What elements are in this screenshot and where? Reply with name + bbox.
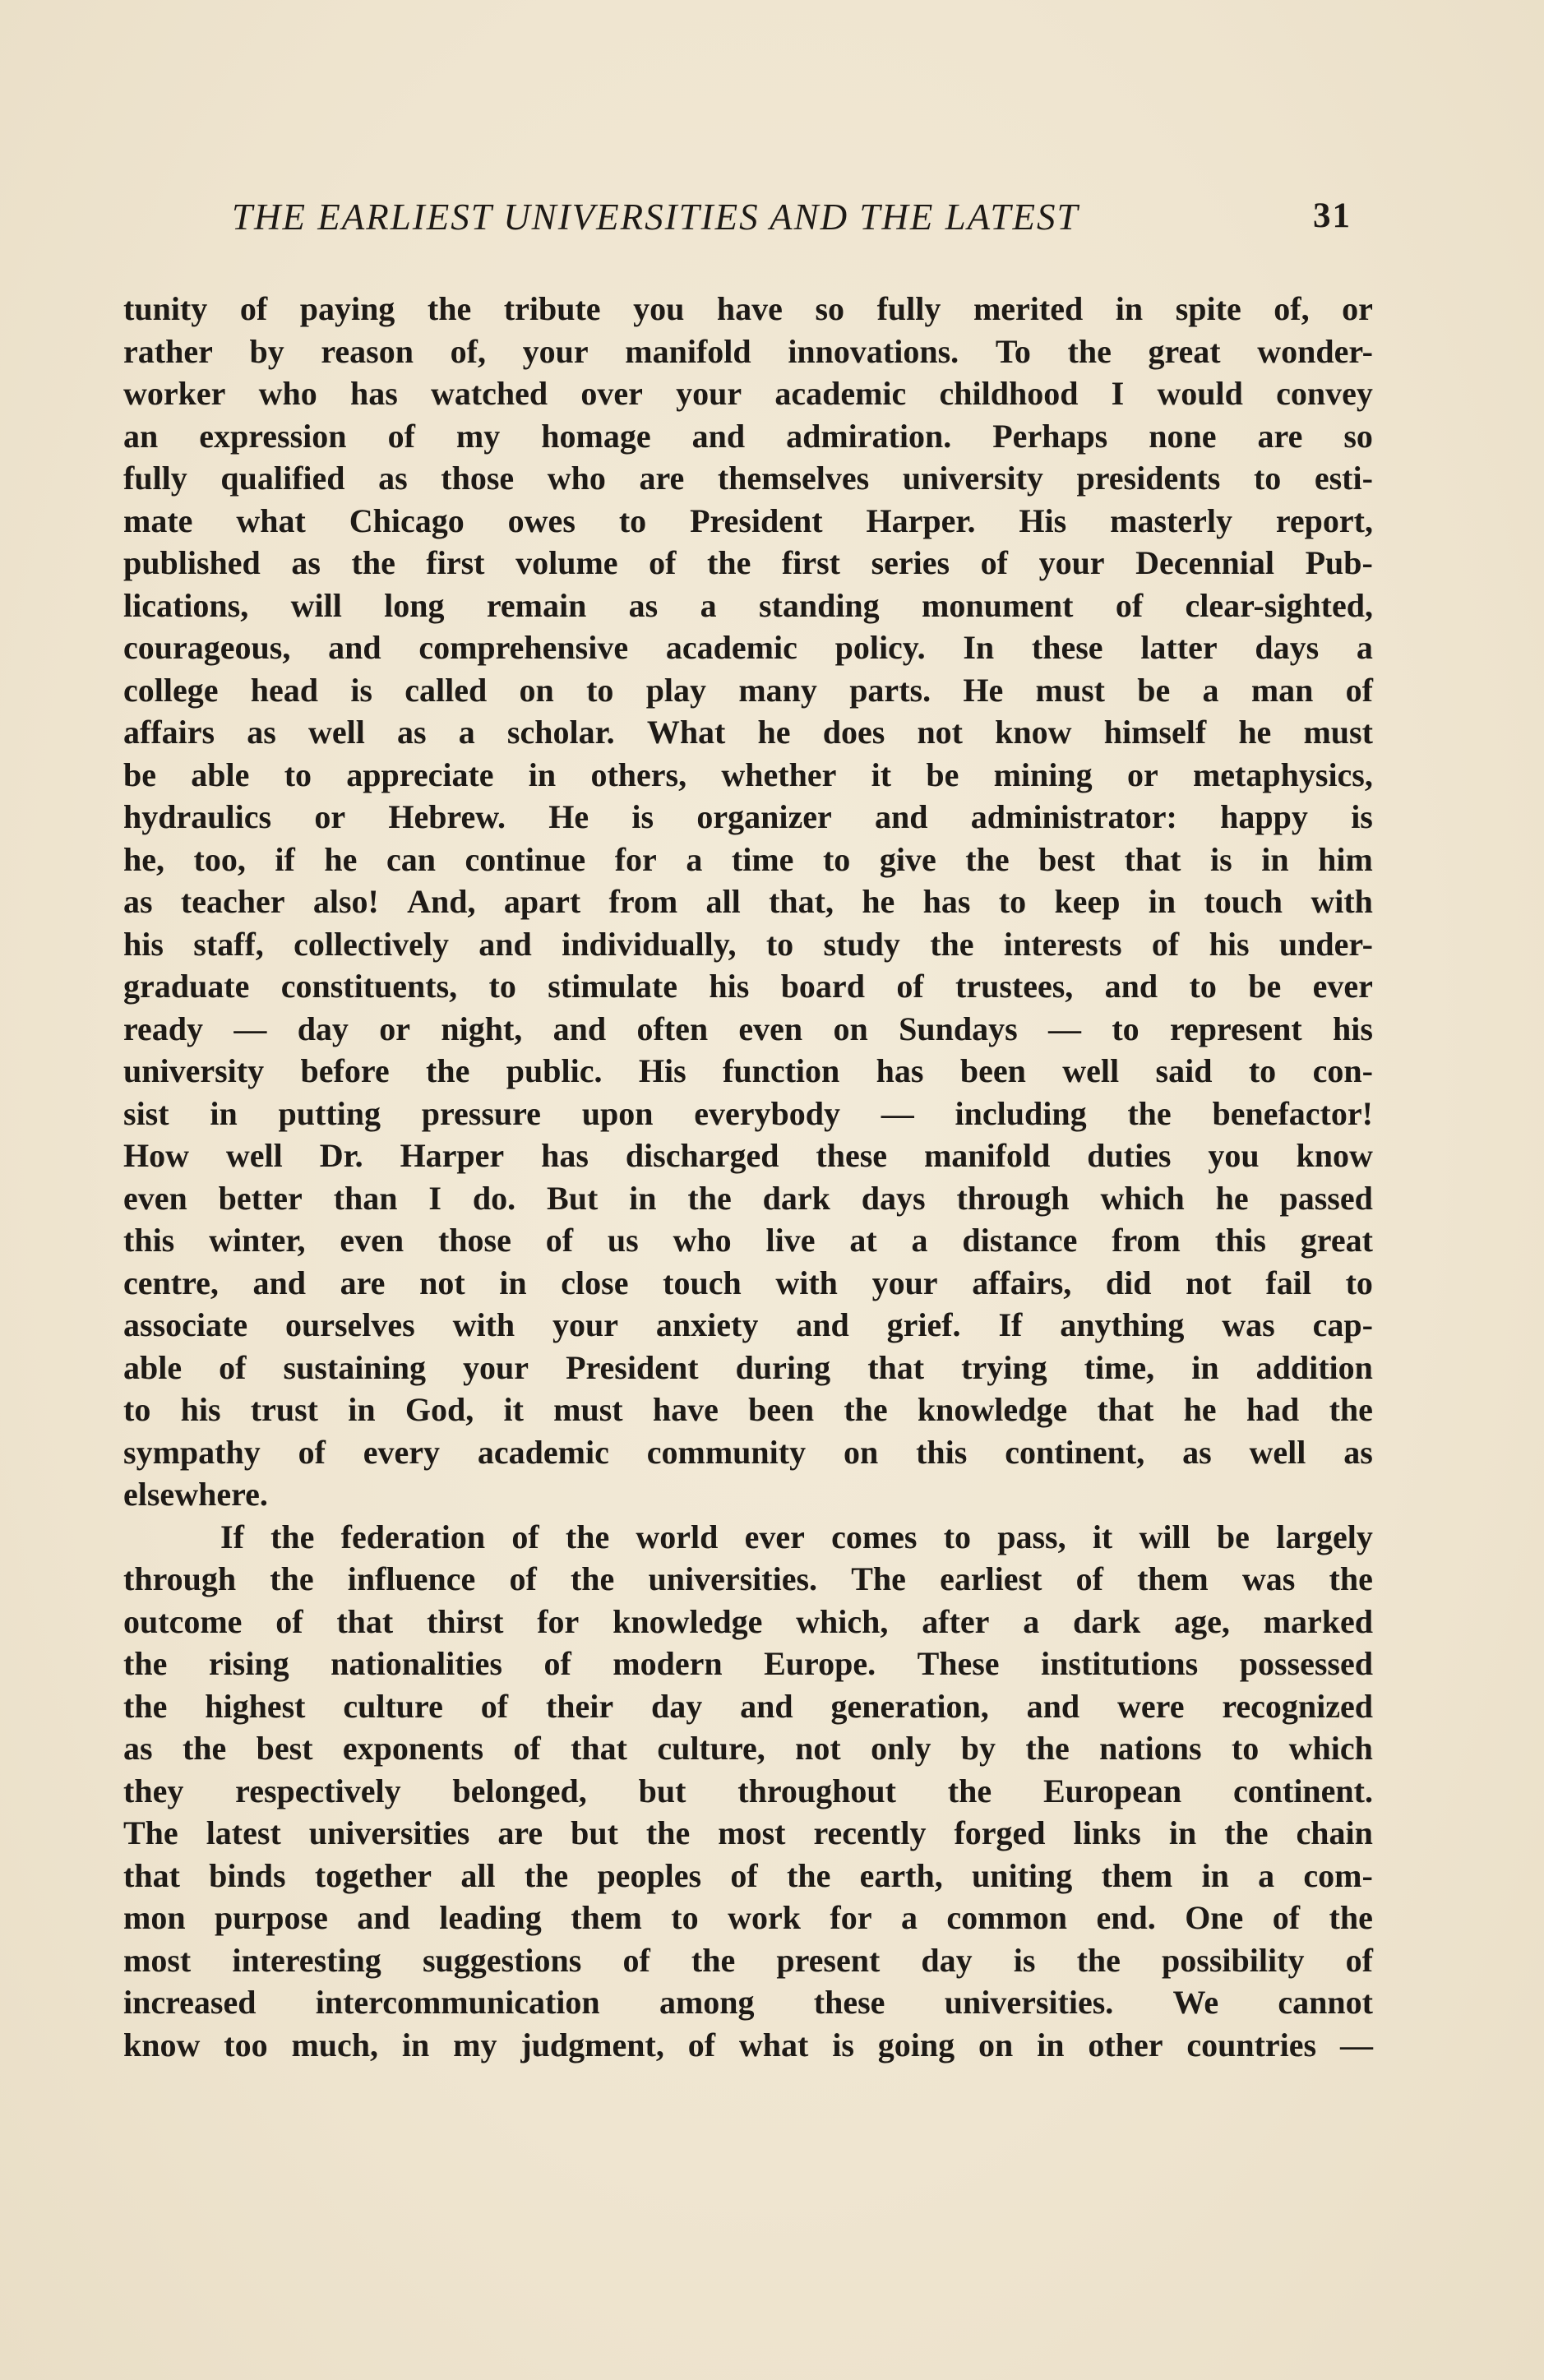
text-line: affairs as well as a scholar. What he does not know himself he must (123, 714, 1373, 751)
text-line: he, too, if he can continue for a time to give the best that is in him (123, 840, 1373, 878)
text-line: sympathy of every academic community on this continent, as well as (123, 1433, 1373, 1471)
text-line: worker who has watched over your academic childhood I would convey (123, 375, 1373, 412)
text-line: know too much, in my judgment, of what is going on in other countries — (123, 2026, 1373, 2063)
text-line: rather by reason of, your manifold innovations. To the great wonder- (123, 332, 1373, 370)
text-line: this winter, even those of us who live at a distance from this great (123, 1222, 1373, 1259)
text-line: courageous, and comprehensive academic policy. In these latter days a (123, 629, 1373, 666)
text-line: hydraulics or Hebrew. He is organizer and administrator: happy is (123, 798, 1373, 835)
text-line: lications, will long remain as a standing monument of clear-sighted, (123, 586, 1373, 624)
text-line: How well Dr. Harper has discharged these manifold duties you know (123, 1137, 1373, 1174)
text-line: university before the public. His function has been well said to con- (123, 1052, 1373, 1089)
text-line: graduate constituents, to stimulate his board of trustees, and to be ever (123, 968, 1373, 1005)
text-line: that binds together all the peoples of the earth, uniting them in a com- (123, 1856, 1373, 1894)
text-line: most interesting suggestions of the present day is the possibility of (123, 1941, 1373, 1979)
text-line: even better than I do. But in the dark days through which he passed (123, 1179, 1373, 1217)
body-text (123, 288, 1373, 2066)
text-line: college head is called on to play many parts. He must be a man of (123, 671, 1373, 709)
text-line: be able to appreciate in others, whether it be mining or metaphysics, (123, 756, 1373, 793)
running-head (232, 196, 1352, 253)
text-line: increased intercommunication among these universities. We cannot (123, 1984, 1373, 2021)
page-number: 31 (1313, 196, 1352, 235)
text-line: they respectively belonged, but throughout the European continent. (123, 1772, 1373, 1809)
text-line: fully qualified as those who are themselves university presidents to esti- (123, 460, 1373, 497)
text-line: as the best exponents of that culture, not only by the nations to which (123, 1730, 1373, 1767)
text-line: sist in putting pressure upon everybody — including the benefactor! (123, 1094, 1373, 1132)
text-line: tunity of paying the tribute you have so fully merited in spite of, or (123, 290, 1373, 327)
text-line: associate ourselves with your anxiety and grief. If anything was cap- (123, 1306, 1373, 1343)
text-line: the rising nationalities of modern Europe. These institutions possessed (123, 1645, 1373, 1682)
running-title: THE EARLIEST UNIVERSITIES AND THE LATEST (232, 196, 1079, 238)
text-line: elsewhere. (123, 1476, 268, 1513)
text-line: an expression of my homage and admiration. Perhaps none are so (123, 417, 1373, 455)
text-line: The latest universities are but the most recently forged links in the chain (123, 1814, 1373, 1851)
text-line: to his trust in God, it must have been the knowledge that he had the (123, 1391, 1373, 1428)
text-line: ready — day or night, and often even on Sundays — to represent his (123, 1010, 1373, 1047)
text-line: as teacher also! And, apart from all that, he has to keep in touch with (123, 883, 1373, 920)
text-line: mate what Chicago owes to President Harper. His masterly report, (123, 501, 1373, 539)
text-line: through the influence of the universities. The earliest of them was the (123, 1560, 1373, 1597)
text-line: the highest culture of their day and generation, and were recognized (123, 1687, 1373, 1725)
text-line: outcome of that thirst for knowledge which, after a dark age, marked (123, 1602, 1373, 1640)
text-line: his staff, collectively and individually, to study the interests of his under- (123, 925, 1373, 963)
text-line: centre, and are not in close touch with your affairs, did not fail to (123, 1264, 1373, 1301)
text-line: published as the first volume of the first series of your Decennial Pub- (123, 544, 1373, 581)
text-line: If the federation of the world ever comes to pass, it will be largely (220, 1518, 1373, 1555)
text-line: able of sustaining your President during that trying time, in addition (123, 1348, 1373, 1386)
text-line: mon purpose and leading them to work for a common end. One of the (123, 1899, 1373, 1936)
